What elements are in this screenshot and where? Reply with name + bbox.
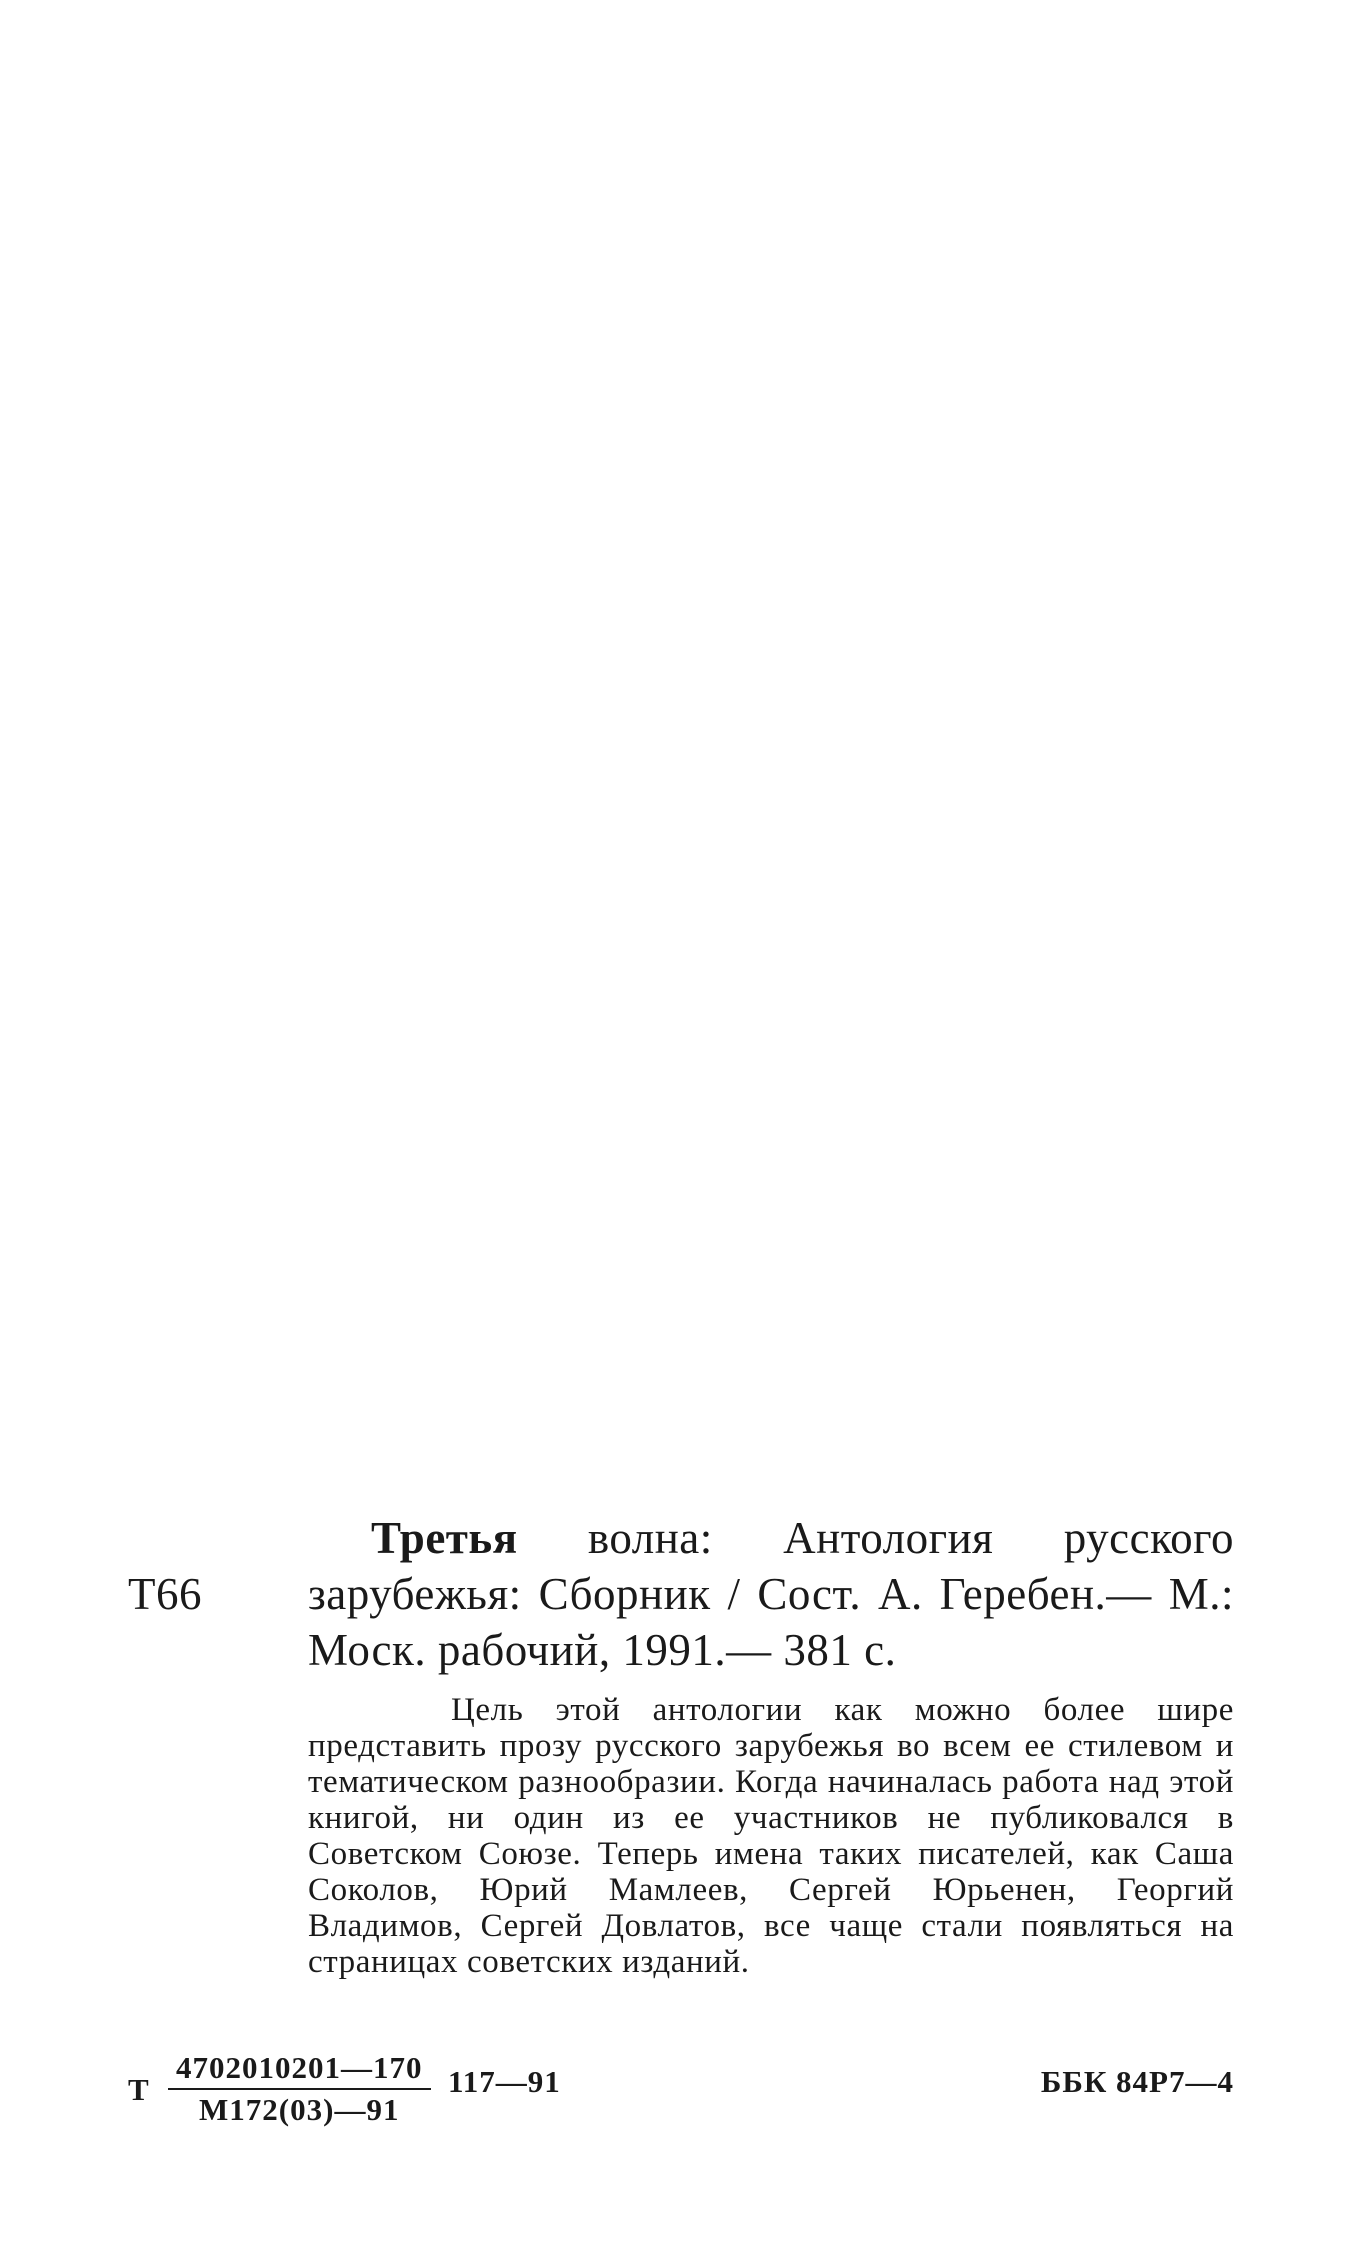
catalog-card [128,1510,1234,2130]
bibliographic-description [308,1510,1234,1678]
call-number: Т66 [128,1569,202,1619]
bibliographic-details: волна: Антология русского зарубежья: Сборник / Сост. А. Геребен.— М.: Моск. рабочий, 1991.— 381 с. [308,1513,1234,1675]
code-denominator: М172(03)—91 [199,2092,400,2127]
order-number: 117—91 [448,2064,561,2099]
code-t-letter: Т [128,2072,150,2107]
annotation-paragraph: Цель этой антологии как можно более шире представить прозу русского зарубежья во всем ее стилевом и тематическом разнообразии. Когда начиналась работа над этой книгой, ни один из ее участников не публиковался в Советском Союзе. Теперь имена таких писателей, как Саша Соколов, Юрий Мамлеев, Сергей Юрьенен, Георгий Владимов, Сергей Довлатов, все чаще стали появляться на страницах советских изданий. [308,1692,1234,1980]
code-numerator: 4702010201—170 [168,2050,431,2090]
bbk-code: ББК 84Р7—4 [1040,2064,1234,2099]
bibliographic-record [128,1510,1234,1678]
bibliographic-title: Третья [371,1513,518,1563]
code-fraction [168,2050,431,2128]
publication-codes [128,2050,1234,2130]
